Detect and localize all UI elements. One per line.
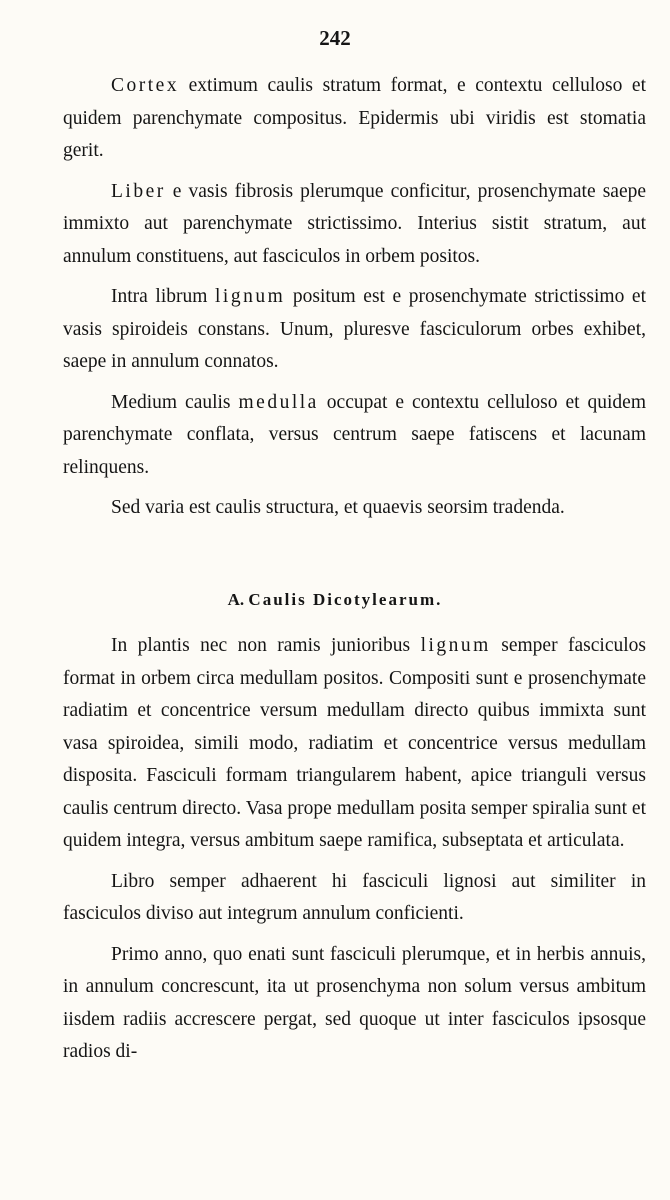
- paragraph-lignum: [63, 281, 646, 379]
- paragraph-text: Sed varia est caulis structura, et quaevis seorsim tradenda.: [111, 497, 565, 518]
- spaced-term-medulla: medulla: [238, 391, 319, 413]
- section-heading: [0, 590, 670, 610]
- spaced-term-lignum: lignum: [215, 286, 286, 307]
- text-block-lower: [63, 630, 646, 1077]
- text-block-upper: [63, 70, 646, 533]
- paragraph-text: e vasis fibrosis plerumque conficitur, prosenchymate saepe immixto aut parenchymate strictissimo. Interius sistit stratum, aut annulum constituens, aut fasciculos in orbem positos.: [63, 180, 646, 267]
- paragraph-primo-anno: [63, 939, 646, 1069]
- paragraph-text: In plantis nec non ramis junioribus: [111, 635, 421, 656]
- paragraph-liber: [63, 176, 646, 274]
- paragraph-text: semper fasciculos format in orbem circa medullam positos. Compositi sunt e prosenchymate radiatim et concentrice versum medullam directo quibus immixta sunt vasa spiroidea, simili modo, radiatim et concentrice versus medullam disposita. Fasciculi formam triangularem habent, apice trianguli versus caulis centrum directo. Vasa prope medullam posita semper spiralia sunt et quidem integra, versus ambitum saepe ramifica, subseptata et articulata.: [63, 635, 646, 851]
- paragraph-libro: [63, 866, 646, 931]
- spaced-term-liber: Liber: [111, 180, 166, 202]
- paragraph-plantis: [63, 630, 646, 858]
- spaced-term-cortex: Cortex: [111, 75, 180, 96]
- page-number: 242: [319, 26, 351, 50]
- paragraph-medulla: [63, 387, 646, 485]
- paragraph-structura: [63, 492, 646, 525]
- paragraph-cortex: [63, 70, 646, 168]
- paragraph-text: positum est e prosenchymate strictissimo et vasis spiroideis constans. Unum, pluresve fasciculorum orbes exhibet, saepe in annulum connatos.: [63, 286, 646, 372]
- paragraph-text: occupat e contextu celluloso et quidem parenchymate conflata, versus centrum saepe fatiscens et lacunam relinquens.: [63, 391, 646, 478]
- section-heading-prefix: A.: [227, 590, 245, 609]
- paragraph-text: Medium caulis: [111, 391, 239, 413]
- paragraph-text: Primo anno, quo enati sunt fasciculi plerumque, et in herbis annuis, in annulum concrescunt, ita ut prosenchyma non solum versus ambitum iisdem radiis accrescere pergat, sed quoque ut inter fasciculos ipsosque radios di-: [63, 943, 646, 1062]
- section-heading-title: Caulis Dicotylearum.: [248, 590, 443, 609]
- paragraph-text: Intra librum: [111, 286, 215, 307]
- paragraph-text: Libro semper adhaerent hi fasciculi lignosi aut similiter in fasciculos diviso aut integrum annulum conficienti.: [63, 870, 646, 924]
- spaced-term-lignum: lignum: [420, 635, 491, 656]
- paragraph-text: extimum caulis stratum format, e contextu celluloso et quidem parenchymate compositus. Epidermis ubi viridis est stomatia gerit.: [63, 75, 646, 161]
